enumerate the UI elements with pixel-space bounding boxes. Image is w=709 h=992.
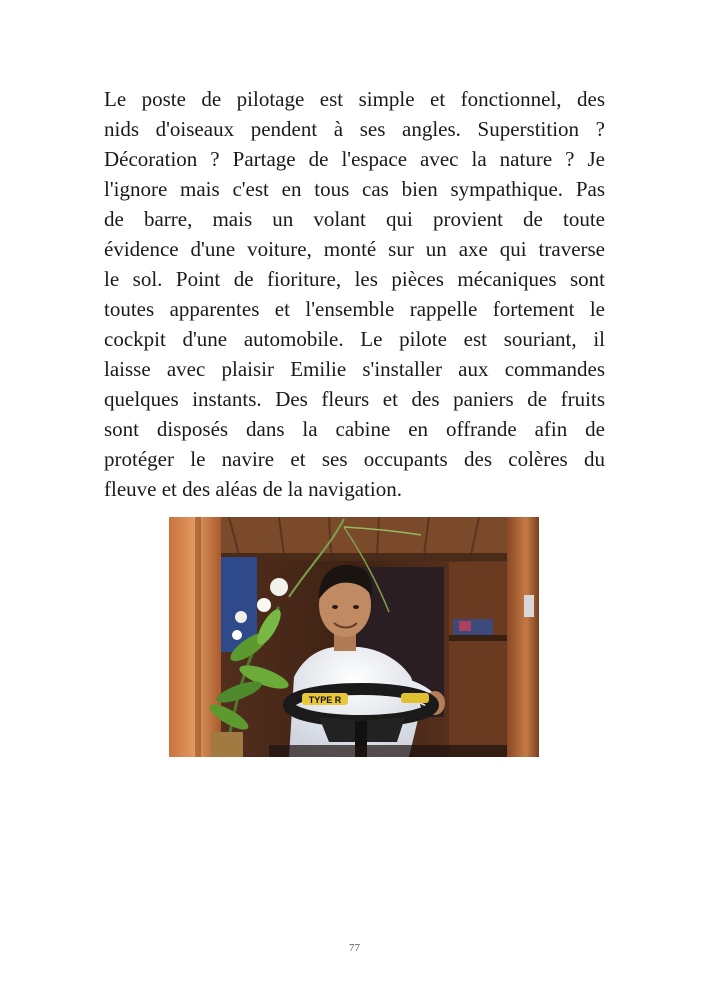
text-line: Décoration ? Partage de l'espace avec la nature ? Je — [104, 147, 605, 171]
text-line: le sol. Point de fioriture, les pièces mécaniques sont — [104, 267, 605, 291]
pilot-cabin-photo — [169, 517, 539, 757]
text-line: de barre, mais un volant qui provient de toute — [104, 207, 605, 231]
steering-wheel-label: TYPE R — [308, 695, 342, 705]
text-line: protéger le navire et ses occupants des colères du — [104, 447, 605, 471]
text-line: Le poste de pilotage est simple et fonctionnel, des — [104, 87, 605, 111]
text-line: quelques instants. Des fleurs et des paniers de fruits — [104, 387, 605, 411]
text-line: évidence d'une voiture, monté sur un axe qui traverse — [104, 237, 605, 261]
text-line: fleuve et des aléas de la navigation. — [104, 477, 402, 501]
body-paragraph — [104, 84, 605, 504]
page-number: 77 — [349, 942, 360, 954]
photo-illustration — [169, 517, 539, 757]
text-line: sont disposés dans la cabine en offrande afin de — [104, 417, 605, 441]
text-line: toutes apparentes et l'ensemble rappelle fortement le — [104, 297, 605, 321]
text-line: l'ignore mais c'est en tous cas bien sympathique. Pas — [104, 177, 605, 201]
text-line: laisse avec plaisir Emilie s'installer aux commandes — [104, 357, 605, 381]
text-line: nids d'oiseaux pendent à ses angles. Superstition ? — [104, 117, 605, 141]
text-line: cockpit d'une automobile. Le pilote est souriant, il — [104, 327, 605, 351]
